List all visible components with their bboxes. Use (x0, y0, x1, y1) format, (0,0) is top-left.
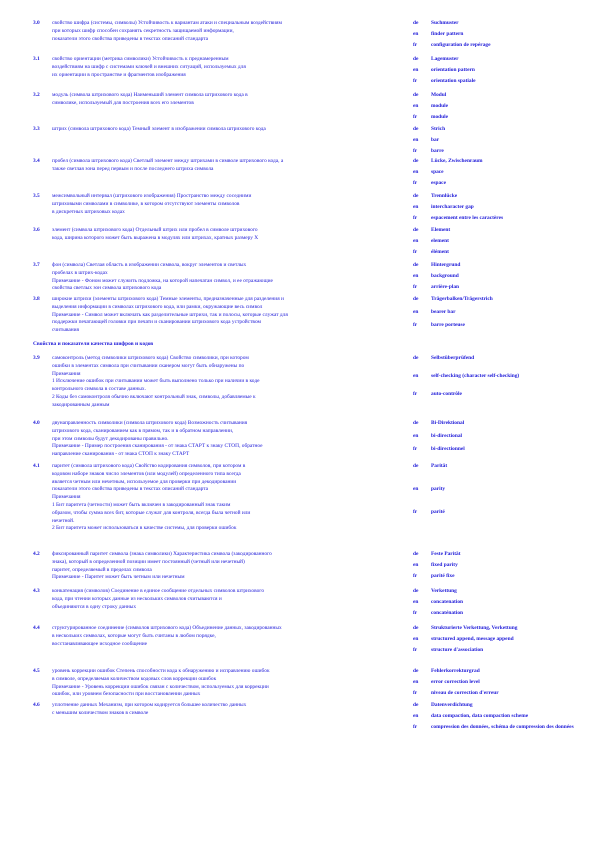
equivalent-term: space (431, 169, 444, 175)
language-code: fr (413, 446, 418, 452)
language-code: en (413, 636, 419, 642)
equivalent-term: self-checking (character self-checking) (431, 373, 520, 379)
equivalent-de (413, 193, 457, 201)
equivalent-fr (413, 446, 465, 454)
language-code: en (413, 31, 419, 37)
equivalent-fr (413, 647, 483, 655)
equivalent-fr (413, 249, 449, 257)
language-code: en (413, 599, 419, 605)
definition-line: является четным или нечетным, используемое для проверки при декодировании (52, 478, 237, 485)
language-code: en (413, 238, 419, 244)
term-number: 4.3 (33, 588, 40, 594)
language-code: en (413, 373, 419, 379)
language-code: de (413, 702, 419, 708)
term-definition (52, 193, 422, 216)
language-code: en (413, 486, 419, 492)
language-code: fr (413, 180, 418, 186)
equivalent-term: background (431, 273, 459, 279)
term-definition (52, 227, 422, 243)
equivalent-term: Lagemuster (431, 56, 459, 62)
definition-line: образом, чтобы сумма всех бит, которые служат для контроля, всегда была четной или (52, 509, 251, 516)
equivalent-en (413, 169, 444, 177)
equivalent-fr (413, 391, 462, 399)
equivalent-fr (413, 322, 465, 330)
language-code: de (413, 126, 419, 132)
equivalent-de (413, 262, 460, 270)
language-code: fr (413, 610, 418, 616)
term-number: 4.2 (33, 551, 40, 557)
equivalent-term: compression des données, schéma de compression des données (431, 724, 574, 730)
equivalent-term: Strich (431, 126, 446, 132)
term-definition (52, 296, 422, 335)
section-title: Свойства и показатели качества шифров и кодов (33, 341, 154, 347)
equivalent-term: Modul (431, 92, 447, 98)
equivalent-en (413, 137, 439, 145)
definition-line: 2 Бит паритета может использоваться в качестве системы, для проверки ошибок (52, 525, 237, 532)
equivalent-en (413, 309, 456, 317)
definition-line: штриховыми символами в символике, в котором отсутствуют элементы символов (52, 200, 240, 207)
definition-line: свойство шифра (системы, символы) Устойчивость к вариантам атаки и специальным воздействиям (52, 20, 282, 26)
language-code: de (413, 56, 419, 62)
definition-line: их ориентации в пространстве и фрагментов изображения (52, 71, 186, 78)
equivalent-de (413, 551, 460, 559)
equivalent-term: bi-directionnel (431, 446, 465, 452)
definition-line: в нескольких символах, которые могут быть считаны в любом порядке, (52, 632, 216, 639)
definition-line: свойство ориентации (метрика символики) Устойчивость к преднамеренным (52, 56, 229, 62)
term-definition (52, 668, 422, 699)
term-number: 3.7 (33, 262, 40, 268)
language-code: fr (413, 647, 418, 653)
term-definition (52, 463, 422, 533)
term-number: 4.1 (33, 463, 40, 469)
equivalent-term: Bi-Direktional (431, 420, 465, 426)
definition-line: при которых шифр способен сохранять секретность защищаемой информации, (52, 27, 234, 34)
equivalent-term: bar (431, 137, 440, 143)
language-code: fr (413, 391, 418, 397)
definition-line: восстанавливающее исходное сообщение (52, 640, 148, 647)
equivalent-term: structure d'association (431, 647, 484, 653)
term-number: 3.6 (33, 227, 40, 233)
language-code: de (413, 193, 419, 199)
definition-line: модуль (символа штрихового кода) Наименьший элемент символа штрихового кода в (52, 92, 248, 98)
definition-line: конкатенация (символов) Соединение в единое сообщение отдельных символов штрихового (52, 588, 265, 594)
equivalent-term: espace (431, 180, 446, 186)
equivalent-fr (413, 610, 463, 618)
definition-line: свойства светлых зон символа штрихового кода (52, 285, 162, 292)
language-code: de (413, 262, 419, 268)
language-code: de (413, 355, 419, 361)
equivalent-term: Lücke, Zwischenraum (431, 158, 483, 164)
definition-line: контрольного символа в составе данных. (52, 386, 146, 393)
language-code: en (413, 103, 419, 109)
definition-line: фиксированный паритет символа (знака символики) Характеристика символа (закодированного (52, 551, 272, 557)
term-number: 4.0 (33, 420, 40, 426)
equivalent-fr (413, 42, 491, 50)
equivalent-fr (413, 114, 448, 122)
term-number: 3.9 (33, 355, 40, 361)
equivalent-term: auto-contrôle (431, 391, 462, 397)
definition-line: межсимвольный интервал (штрихового изображения) Пространство между соседними (52, 193, 252, 199)
language-code: de (413, 588, 419, 594)
definition-line: кодовом наборе знаков число элементов (или модулей) определенного типа всегда (52, 470, 241, 477)
term-number: 3.5 (33, 193, 40, 199)
equivalent-en (413, 433, 462, 441)
term-number: 3.2 (33, 92, 40, 98)
definition-line: нечетной. (52, 517, 75, 524)
language-code: fr (413, 724, 418, 730)
equivalent-term: niveau de correction d'erreur (431, 690, 499, 696)
definition-line: с меньшим количеством знаков в символе (52, 709, 149, 716)
term-definition (52, 158, 422, 174)
definition-line: кода, при чтении которых данные из нескольких символов считываются и (52, 595, 222, 602)
term-number: 4.6 (33, 702, 40, 708)
equivalent-term: parité (431, 509, 445, 515)
language-code: de (413, 625, 419, 631)
definition-line: направление сканирования - от знака СТОП к знаку СТАРТ (52, 451, 190, 458)
equivalent-term: module (431, 114, 449, 120)
term-definition (52, 262, 422, 293)
equivalent-term: parity (431, 486, 446, 492)
equivalent-de (413, 92, 446, 100)
equivalent-term: Trennlücke (431, 193, 458, 199)
language-code: de (413, 420, 419, 426)
definition-line: штрихового кода, сканированием как в прямом, так и в обратном направлении, (52, 427, 234, 434)
definition-line: пробел (символа штрихового кода) Светлый элемент между штрихами в символе штрихового кода, а (52, 158, 284, 164)
term-number: 3.3 (33, 126, 40, 132)
equivalent-de (413, 355, 474, 363)
definition-line: объединяются в одну строку данных (52, 603, 137, 610)
definition-line: в символе, определяемая количеством кодовых слов коррекции ошибок (52, 675, 217, 682)
definition-line: кода, ширина которого может быть выражена в модулях или штрихах, кратных размеру X (52, 234, 259, 241)
language-code: en (413, 137, 419, 143)
definition-line: Примечание - Паритет может быть четным или нечетным (52, 574, 185, 581)
equivalent-en (413, 103, 448, 111)
equivalent-de (413, 420, 464, 428)
definition-line: Примечания (52, 494, 81, 501)
equivalent-term: bi-directional (431, 433, 463, 439)
language-code: fr (413, 249, 418, 255)
definition-line: считывания (52, 327, 79, 334)
equivalent-term: Suchmuster (431, 20, 459, 26)
language-code: de (413, 20, 419, 26)
equivalent-de (413, 227, 450, 235)
equivalent-en (413, 599, 463, 607)
language-code: fr (413, 690, 418, 696)
equivalent-term: structured append, message append (431, 636, 514, 642)
definition-line: фон (символа) Светлая область в изображении символа, вокруг элементов и светлых (52, 262, 247, 268)
definition-line: ошибки в элементах символа при считывании сканером могут быть обнаружены по (52, 362, 245, 369)
equivalent-term: Hintergrund (431, 262, 461, 268)
definition-line: уплотнение данных Механизм, при котором кодируется большее количество данных (52, 702, 247, 708)
equivalent-de (413, 20, 459, 28)
equivalent-fr (413, 724, 574, 732)
definition-line: штрих (символа штрихового кода) Темный элемент в изображении символа штрихового кода (52, 126, 266, 132)
term-definition (52, 702, 422, 718)
definition-line: также светлая зона перед первым и после последнего штриха символа (52, 165, 214, 172)
language-code: fr (413, 42, 418, 48)
equivalent-fr (413, 215, 503, 223)
definition-line: знака), который в определенной позиции имеет постоянный (четный или нечетный) (52, 558, 245, 565)
equivalent-fr (413, 509, 445, 517)
term-number: 4.4 (33, 625, 40, 631)
definition-line: показатели этого свойства приведены в текстах описаний стандарта (52, 486, 209, 493)
equivalent-term: barre (431, 148, 444, 154)
language-code: fr (413, 509, 418, 515)
equivalent-term: orientation pattern (431, 67, 475, 73)
equivalent-de (413, 625, 517, 633)
language-code: en (413, 273, 419, 279)
equivalent-en (413, 713, 528, 721)
equivalent-term: Strukturierte Verkettung, Verkettung (431, 625, 518, 631)
definition-line: воздействиям на шифр с системами ключей и внешних ситуаций, используемых для (52, 63, 246, 70)
equivalent-en (413, 486, 445, 494)
equivalent-de (413, 588, 457, 596)
term-definition (52, 126, 422, 134)
equivalent-en (413, 636, 514, 644)
definition-line: самоконтроль (метод символики штрихового кода) Свойство символики, при котором (52, 355, 249, 361)
equivalent-term: concaténation (431, 610, 464, 616)
equivalent-de (413, 668, 480, 676)
equivalent-en (413, 373, 519, 381)
definition-line: выделения информации в символах штрихового кода, или рамки, окружающие весь символ (52, 303, 263, 310)
language-code: de (413, 463, 419, 469)
language-code: de (413, 92, 419, 98)
language-code: en (413, 169, 419, 175)
equivalent-term: element (431, 238, 449, 244)
language-code: fr (413, 573, 418, 579)
definition-line: уровень коррекции ошибок Степень способности кода к обнаружению и исправлению ошибок (52, 668, 270, 674)
equivalent-fr (413, 78, 475, 86)
definition-line: в дискретных штриховых кодах (52, 208, 125, 215)
equivalent-fr (413, 284, 459, 292)
definition-line: широкие штрихи (элементы штрихового кода) Темные элементы, предназначенные для разделения и (52, 296, 284, 302)
language-code: en (413, 713, 419, 719)
equivalent-term: Element (431, 227, 451, 233)
equivalent-term: Trägerbalken/Trägerstrich (431, 296, 493, 302)
language-code: de (413, 158, 419, 164)
term-definition (52, 588, 422, 611)
equivalent-term: Verkettung (431, 588, 457, 594)
equivalent-en (413, 273, 459, 281)
equivalent-term: Datenverdichtung (431, 702, 473, 708)
language-code: en (413, 433, 419, 439)
definition-line: 1 Бит паритета (четности) может быть включен в закодированный знак таким (52, 501, 231, 508)
language-code: fr (413, 148, 418, 154)
equivalent-de (413, 158, 483, 166)
term-definition (52, 92, 422, 108)
definition-line: Примечание - Фоном может служить подложка, на которой напечатан символ, и ее отражающие (52, 277, 273, 284)
language-code: de (413, 551, 419, 557)
equivalent-de (413, 56, 459, 64)
definition-line: Примечание - Пример построения сканирования - от знака СТАРТ к знаку СТОП, обратное (52, 443, 263, 450)
term-definition (52, 625, 422, 648)
equivalent-term: barre porteuse (431, 322, 465, 328)
equivalent-term: concatenation (431, 599, 464, 605)
equivalent-de (413, 463, 447, 471)
definition-line: паритет, определяемый в пределах символа (52, 566, 152, 573)
term-number: 3.4 (33, 158, 40, 164)
definition-line: символике, используемый для построения всех его элементов (52, 99, 194, 106)
equivalent-term: Selbstüberprüfend (431, 355, 475, 361)
language-code: fr (413, 114, 418, 120)
equivalent-en (413, 67, 475, 75)
equivalent-en (413, 31, 463, 39)
language-code: fr (413, 284, 418, 290)
term-definition (52, 56, 422, 79)
term-definition (52, 551, 422, 582)
equivalent-term: finder pattern (431, 31, 464, 37)
equivalent-term: élément (431, 249, 449, 255)
language-code: en (413, 309, 419, 315)
equivalent-de (413, 126, 445, 134)
definition-line: закодированным данным (52, 401, 110, 408)
term-number: 3.1 (33, 56, 40, 62)
language-code: fr (413, 322, 418, 328)
definition-line: ошибок, или уровнем безопасности при восстановлении данных (52, 691, 201, 698)
language-code: en (413, 204, 419, 210)
definition-line: пробелах в штрих-кодах (52, 269, 108, 276)
definition-line: Примечание - Символ может включать как разделительные штрихи, так и полосы, которые служат для (52, 311, 288, 318)
definition-line: поддержки печатающей головки при печати и сканировании штрихового кода устройством (52, 319, 261, 326)
language-code: de (413, 668, 419, 674)
term-definition (52, 355, 422, 410)
equivalent-en (413, 562, 458, 570)
equivalent-fr (413, 180, 446, 188)
language-code: de (413, 296, 419, 302)
definition-line: 2 Коды без самоконтроля обычно включают контрольный знак, символы, добавляемые к (52, 393, 256, 400)
definition-line: показатели этого свойства приведены в текстах описаний стандарта (52, 35, 209, 42)
equivalent-term: parité fixe (431, 573, 455, 579)
language-code: en (413, 679, 419, 685)
equivalent-term: Feste Parität (431, 551, 461, 557)
equivalent-en (413, 679, 480, 687)
term-definition (52, 20, 422, 43)
equivalent-fr (413, 148, 444, 156)
term-number: 3.8 (33, 296, 40, 302)
definition-line: элемент (символа штрихового кода) Отдельный штрих или пробел в символе штрихового (52, 227, 258, 233)
equivalent-fr (413, 573, 455, 581)
equivalent-term: fixed parity (431, 562, 458, 568)
term-number: 3.0 (33, 20, 40, 26)
equivalent-term: Fehlerkorrekturgrad (431, 668, 480, 674)
equivalent-term: Parität (431, 463, 448, 469)
definition-line: двунаправленность символики (символа штрихового кода) Возможность считывания (52, 420, 248, 426)
equivalent-term: intercharacter gap (431, 204, 474, 210)
equivalent-term: data compaction, data compaction scheme (431, 713, 529, 719)
definition-line: паритет (символа штрихового кода) Свойство кодирования символов, при котором в (52, 463, 246, 469)
language-code: fr (413, 78, 418, 84)
equivalent-term: bearer bar (431, 309, 456, 315)
definition-line: структурированное соединение (символов штрихового кода) Объединение данных, закодированных (52, 625, 282, 631)
equivalent-term: arrière-plan (431, 284, 460, 290)
definition-line: 1 Исключение ошибок при считывании может быть выполнено только при наличии в коде (52, 378, 260, 385)
equivalent-en (413, 238, 449, 246)
language-code: en (413, 67, 419, 73)
language-code: en (413, 562, 419, 568)
equivalent-fr (413, 690, 499, 698)
equivalent-de (413, 702, 473, 710)
definition-line: Примечания (52, 370, 81, 377)
language-code: fr (413, 215, 418, 221)
equivalent-en (413, 204, 474, 212)
equivalent-term: configuration de repérage (431, 42, 491, 48)
term-definition (52, 420, 422, 459)
equivalent-term: error correction level (431, 679, 480, 685)
equivalent-de (413, 296, 493, 304)
definition-line: Примечание - Уровень коррекции ошибок связан с количеством, используемых для коррекции (52, 683, 269, 690)
equivalent-term: module (431, 103, 449, 109)
equivalent-term: espacement entre les caractères (431, 215, 504, 221)
language-code: de (413, 227, 419, 233)
equivalent-term: orientation spatiale (431, 78, 476, 84)
term-number: 4.5 (33, 668, 40, 674)
definition-line: при этом символы будут декодированы правильно. (52, 435, 169, 442)
